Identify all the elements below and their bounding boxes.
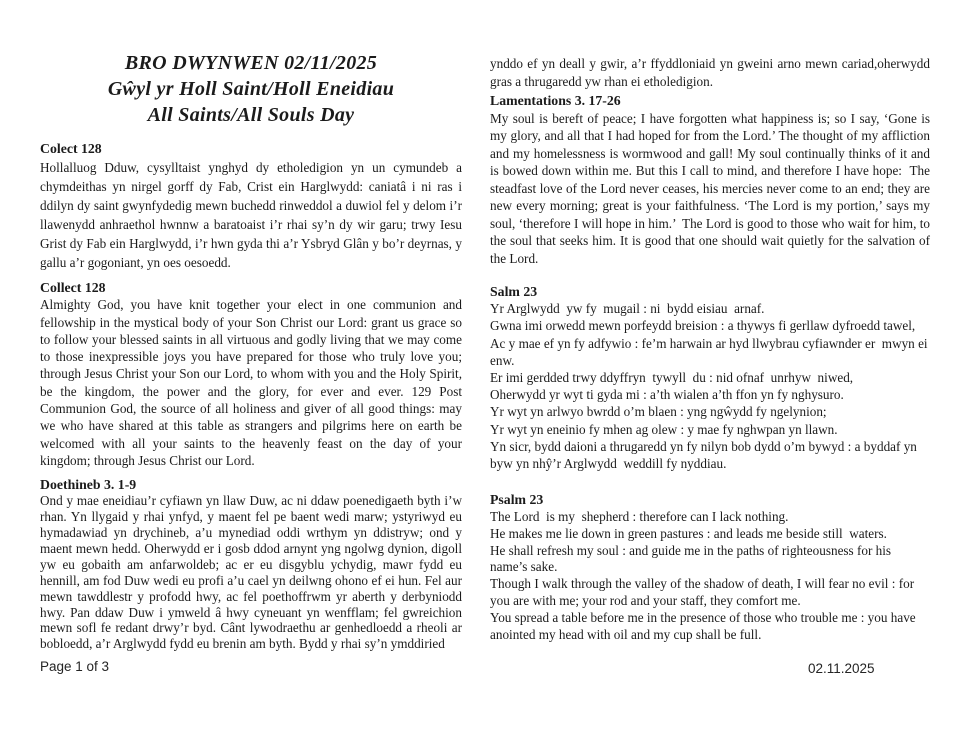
psalm-verse: He shall refresh my soul : and guide me in the paths of righteousness for his name’s sake. <box>490 542 895 575</box>
section-doethineb-3-1-9 <box>40 477 466 652</box>
title-line-3: All Saints/All Souls Day <box>147 104 355 126</box>
lamentations-body: My soul is bereft of peace; I have forgotten what happiness is; so I say, ‘Gone is my glory, and all that I had hoped for from the Lord.’ The thought of my affliction and my homelessness is wormwood and gall! My soul continually thinks of it and is bowed down within me. But this I call to mind, and therefore I have hope: The steadfast love of the Lord never ceases, his mercies never come to an end; they are new every morning; great is your faithfulness. ‘The Lord is my portion,’ says my soul, ‘therefore I will hope in him.’ The Lord is good to those who wait for him, to the soul that seeks him. It is good that one should wait quietly for the salvation of the Lord. <box>490 110 934 266</box>
salm-verse: Yn sicr, bydd daioni a thrugaredd yn fy nilyn bob dydd o’m bywyd : a byddaf yn byw yn nhŷ’r Arglwydd weddill fy nyddiau. <box>490 438 921 472</box>
title-line-2: Gŵyl yr Holl Saint/Holl Eneidiau <box>107 78 395 100</box>
collect-body: Almighty God, you have knit together your elect in one communion and fellowship in the mystical body of your Son Christ our Lord: grant us grace so to follow your blessed saints in all virtuous and godly living that we may come to those inexpressible joys you have prepared for those who truly love you; through Jesus Christ your Son our Lord, to whom with you and the Holy Spirit, be the kingdom, the power and the glory, for ever and ever. 129 Post Communion God, the source of all holiness and giver of all good things: may we who have shared at this table as strangers and pilgrims here on earth be welcomed with all your saints to the heavenly feast on the day of your kingdom; through Jesus Christ our Lord. <box>40 297 466 468</box>
psalm-heading: Psalm 23 <box>490 492 544 508</box>
psalm-verse: Though I walk through the valley of the shadow of death, I will fear no evil : for you are with me; your rod and your staff, they comfort me. <box>490 576 918 609</box>
doethineb-heading: Doethineb 3. 1-9 <box>40 477 137 493</box>
section-collect-128 <box>40 279 466 469</box>
document-title <box>40 50 462 128</box>
doethineb-continuation: ynddo ef yn deall y gwir, a’r ffyddloniaid yn gweini arno mewn cariad,oherwydd gras a thrugaredd yw rhan ei etholedigion. <box>490 56 934 89</box>
salm-verse: Oherwydd yr wyt ti gyda mi : a’th wialen a’th ffon yn fy nghysuro. <box>490 387 844 403</box>
psalm-verse: He makes me lie down in green pastures : and leads me beside still waters. <box>490 525 887 541</box>
section-colect-128 <box>40 139 466 272</box>
salm-heading: Salm 23 <box>490 284 538 299</box>
salm-verse: Er imi gerdded trwy ddyffryn tywyll du : nid ofnaf unrhyw niwed, <box>490 370 854 386</box>
section-psalm-23 <box>490 492 930 643</box>
left-column <box>40 50 466 742</box>
lamentations-heading: Lamentations 3. 17-26 <box>490 93 621 108</box>
date-stamp: 02.11.2025 <box>808 661 875 676</box>
section-lamentations-3-17-26 <box>490 92 934 267</box>
salm-verse: Yr wyt yn arlwyo bwrdd o’m blaen : yng ngŵydd fy ngelynion; <box>490 404 827 420</box>
colect-body: Hollalluog Dduw, cysylltaist ynghyd dy etholedigion yn un cymundeb a chymdeithas yn nirgel gorff dy Fab, Crist ein Harglwydd: caniatâ i ni ras i ddilyn dy saint gwynfydedig mewn buchedd rinweddol a duwiol fel y delom i’r llawenydd anhraethol hwnnw a baratoaist i’r rhai sy’n dy wir garu; trwy Iesu Grist dy Fab ein Harglwydd, i’r hwn gyda thi a’r Ysbryd Glân y bo’r deyrnas, y gallu a’r gogoniant, yn oes oesoedd. <box>40 160 466 270</box>
psalm-verse: The Lord is my shepherd : therefore can I lack nothing. <box>490 509 789 525</box>
colect-heading: Colect 128 <box>40 141 102 156</box>
salm-verse: Yr wyt yn eneinio fy mhen ag olew : y mae fy nghwpan yn llawn. <box>490 421 838 437</box>
section-salm-23 <box>490 283 935 472</box>
salm-verse: Gwna imi orwedd mewn porfeydd breision : a thywys fi gerllaw dyfroedd tawel, <box>490 318 916 334</box>
salm-verse: Ac y mae ef yn fy adfywio : fe’m harwain ar hyd llwybrau cyfiawnder er mwyn ei enw. <box>490 335 935 368</box>
page-number: Page 1 of 3 <box>40 659 110 674</box>
psalm-verse: You spread a table before me in the presence of those who trouble me : you have anointed my head with oil and my cup shall be full. <box>490 609 919 642</box>
right-column <box>490 50 935 742</box>
doethineb-body: Ond y mae eneidiau’r cyfiawn yn llaw Duw, ac ni ddaw poenedigaeth byth i’w rhan. Yn llygaid y rhai ynfyd, y maent fel pe baent wedi marw; ystyriwyd eu hymadawiad yn drychineb, a’u mynediad oddi wrthym yn ddistryw; ond y maent mewn hedd. Oherwydd er i gosb ddod arnynt yng ngolwg dynion, digoll yw eu gobaith am anfarwoldeb; ac er eu disgyblu ychydig, mawr fydd eu hennill, am fod Duw wedi eu profi a’u cael yn deilwng ohono ef ei hun. Fel aur mewn tawddlestr y profodd hwy, ac fel poethoffrwm yr aberth y derbyniodd hwy. Pan ddaw Duw i ymweld â hwy cyneuant yn wenfflam; fel gwreichion mewn sofl fe redant drwy’r byd. Cânt lywodraethu ar genhedloedd a rheoli ar bobloedd, a’r Arglwydd fydd eu brenin am byth. Bydd y rhai sy’n ymddiried <box>40 493 466 652</box>
collect-heading: Collect 128 <box>40 280 106 295</box>
title-line-1: BRO DWYNWEN 02/11/2025 <box>124 52 378 74</box>
salm-verse: Yr Arglwydd yw fy mugail : ni bydd eisiau arnaf. <box>490 301 765 317</box>
